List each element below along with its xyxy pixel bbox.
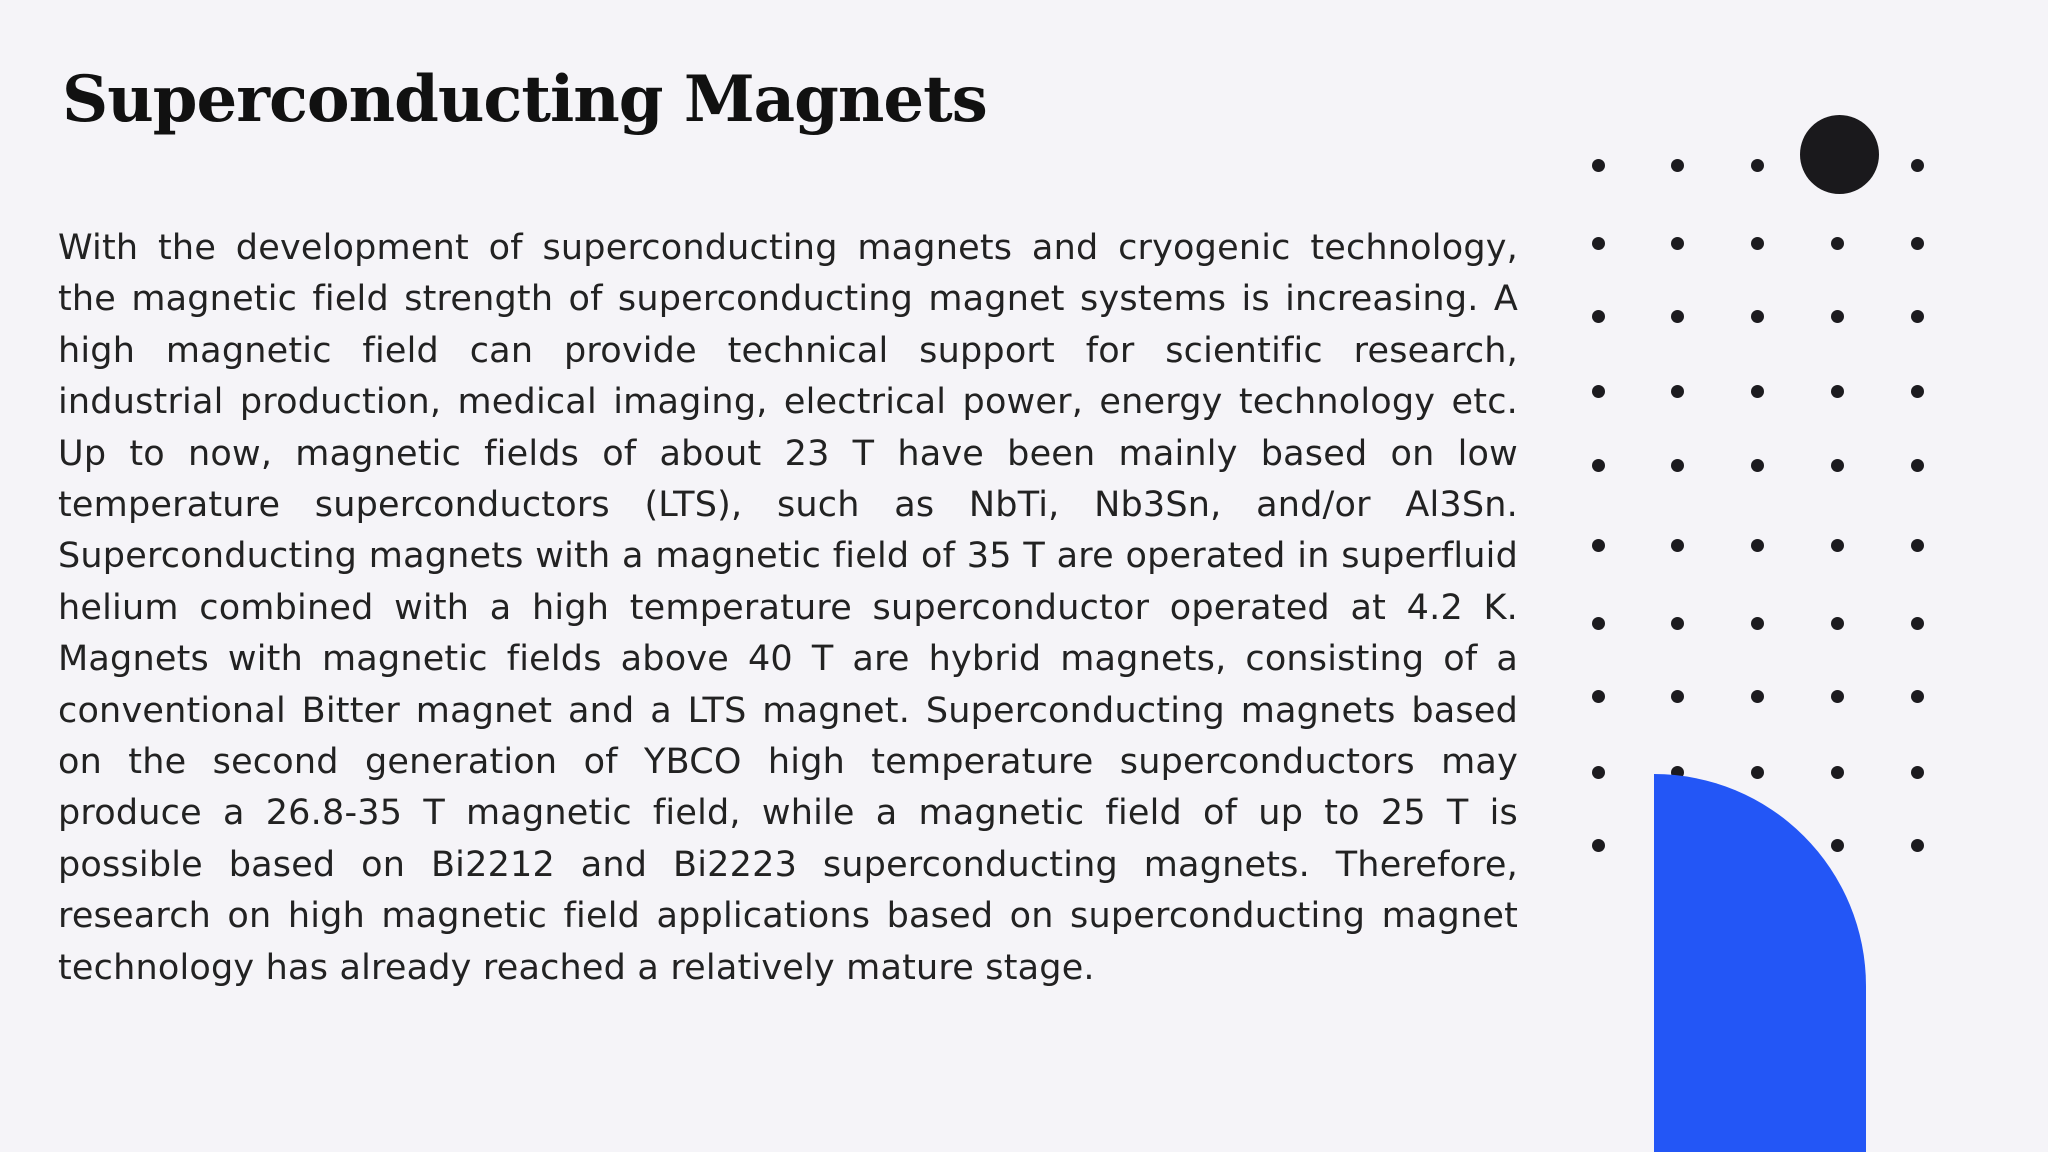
decorative-dot [1671,539,1684,552]
decorative-dot [1831,385,1844,398]
blue-quarter-round-decoration [1654,774,1866,1152]
large-circle-decoration [1800,115,1879,194]
decorative-dot [1671,385,1684,398]
decorative-dot [1671,159,1684,172]
decorative-dot [1751,539,1764,552]
decorative-dot [1751,310,1764,323]
decorative-dot [1831,766,1844,779]
decorative-dot [1751,385,1764,398]
slide-body-text: With the development of superconducting magnets and cryogenic technology, the magnetic field strength of superconducting magnet systems is increasing. A high magnetic field can provide technical support for scientific research, industrial production, medical imaging, electrical power, energy technology etc. Up to now, magnetic fields of about 23 T have been mainly based on low temperature superconductors (LTS), such as NbTi, Nb3Sn, and/or Al3Sn. Superconducting magnets with a magnetic field of 35 T are operated in superfluid helium combined with a high temperature superconductor operated at 4.2 K. Magnets with magnetic fields above 40 T are hybrid magnets, consisting of a conventional Bitter magnet and a LTS magnet. Superconducting magnets based on the second generation of YBCO high temperature superconductors may produce a 26.8-35 T magnetic field, while a magnetic field of up to 25 T is possible based on Bi2212 and Bi2223 superconducting magnets. Therefore, research on high magnetic field applications based on superconducting magnet technology has already reached a relatively mature stage. [58,228,1518,988]
decorative-dot [1592,839,1605,852]
decorative-dot [1911,617,1924,630]
decorative-dot [1831,617,1844,630]
slide-title: Superconducting Magnets [62,62,987,137]
decorative-dot [1831,237,1844,250]
decorative-dot [1831,459,1844,472]
decorative-dot [1592,385,1605,398]
decorative-dot [1911,237,1924,250]
decorative-dot [1592,159,1605,172]
decorative-dot [1592,690,1605,703]
decorative-dot [1592,310,1605,323]
decorative-dot [1911,310,1924,323]
decorative-dot [1751,159,1764,172]
decorative-dot [1831,690,1844,703]
decorative-dot [1592,766,1605,779]
decorative-dot [1671,237,1684,250]
decorative-dot [1751,237,1764,250]
decorative-dot [1831,839,1844,852]
decorative-dot [1671,310,1684,323]
decorative-dot [1911,839,1924,852]
decorative-dot [1671,459,1684,472]
decorative-dot [1671,617,1684,630]
decorative-dot [1592,459,1605,472]
decorative-dot [1911,539,1924,552]
decorative-dot [1831,539,1844,552]
decorative-dot [1671,690,1684,703]
decorative-dot [1831,310,1844,323]
decorative-dot [1911,459,1924,472]
decorative-dot [1592,617,1605,630]
decorative-dot [1592,539,1605,552]
decorative-dot [1911,385,1924,398]
decorative-dot [1911,690,1924,703]
decorative-dot [1592,237,1605,250]
decorative-dot [1751,459,1764,472]
decorative-dot [1911,159,1924,172]
decorative-dot [1751,690,1764,703]
decorative-dot [1911,766,1924,779]
decorative-dot [1751,766,1764,779]
decorative-dot [1751,617,1764,630]
